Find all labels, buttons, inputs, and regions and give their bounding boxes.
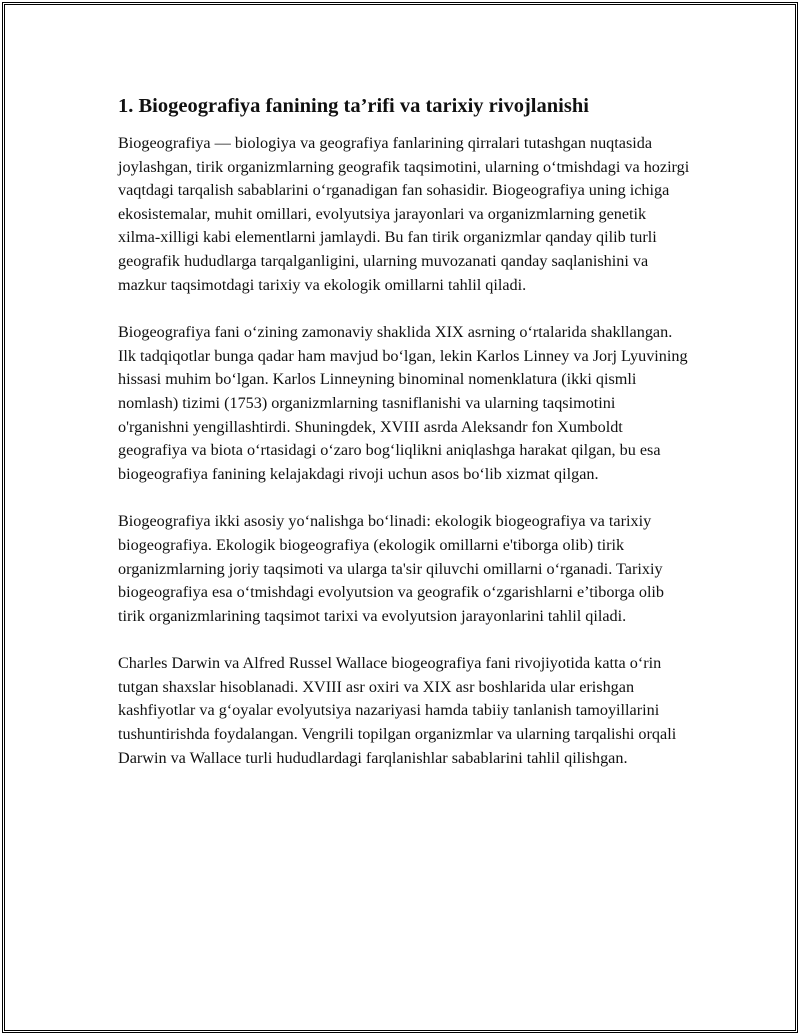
section-heading: 1. Biogeografiya fanining ta’rifi va tarixiy rivojlanishi <box>118 95 589 117</box>
paragraph-history: Biogeografiya fani oʻzining zamonaviy shaklida XIX asrning oʻrtalarida shakllangan. Ilk tadqiqotlar bunga qadar ham mavjud boʻlgan, lekin Karlos Linney va Jorj Lyuvining hissasi muhim boʻlgan. Karlos Linneyning binominal nomenklatura (ikki qismli nomlash) tizimi (1753) organizmlarning tasniflanishi va ularning taqsimotini o'rganishni yengillashtirdi. Shuningdek, XVIII asrda Aleksandr fon Xumboldt geografiya va biota oʻrtasidagi oʻzaro bogʻliqlikni aniqlashga harakat qilgan, bu esa biogeografiya fanining kelajakdagi rivoji uchun asos boʻlib xizmat qilgan. <box>118 323 688 483</box>
paragraph-darwin-wallace: Charles Darwin va Alfred Russel Wallace biogeografiya fani rivojiyotida katta oʻrin tutgan shaxslar hisoblanadi. XVIII asr oxiri va XIX asr boshlarida ular erishgan kashfiyotlar va gʻoyalar evolyutsiya nazariyasi hamda tabiiy tanlanish tamoyillarini tushuntirishda foydalangan. Vengrili topilgan organizmlar va ularning tarqalishi orqali Darwin va Wallace turli hududlardagi farqlanishlar sabablarini tahlil qilishgan. <box>118 654 677 767</box>
document-body <box>118 92 690 794</box>
paragraph-branches: Biogeografiya ikki asosiy yoʻnalishga boʻlinadi: ekologik biogeografiya va tarixiy biogeografiya. Ekologik biogeografiya (ekologik omillarni e'tiborga olib) tirik organizmlarning joriy taqsimoti va ularga ta'sir qiluvchi omillarni oʻrganadi. Tarixiy biogeografiya esa oʻtmishdagi evolyutsion va geografik oʻzgarishlarni e’tiborga olib tirik organizmlarining taqsimot tarixi va evolyutsion jarayonlarini tahlil qiladi. <box>118 512 665 625</box>
paragraph-definition: Biogeografiya — biologiya va geografiya fanlarining qirralari tutashgan nuqtasida joylashgan, tirik organizmlarning geografik taqsimotini, ularning oʻtmishdagi va hozirgi vaqtdagi tarqalish sabablarini oʻrganadigan fan sohasidir. Biogeografiya uning ichiga ekosistemalar, muhit omillari, evolyutsiya jarayonlari va organizmlarning genetik xilma-xilligi kabi elementlarni jamlaydi. Bu fan tirik organizmlar qanday qilib turli geografik hududlarga tarqalganligini, ularning muvozanati qanday saqlanishini va mazkur taqsimotdagi tarixiy va ekologik omillarni tahlil qiladi. <box>118 134 690 294</box>
